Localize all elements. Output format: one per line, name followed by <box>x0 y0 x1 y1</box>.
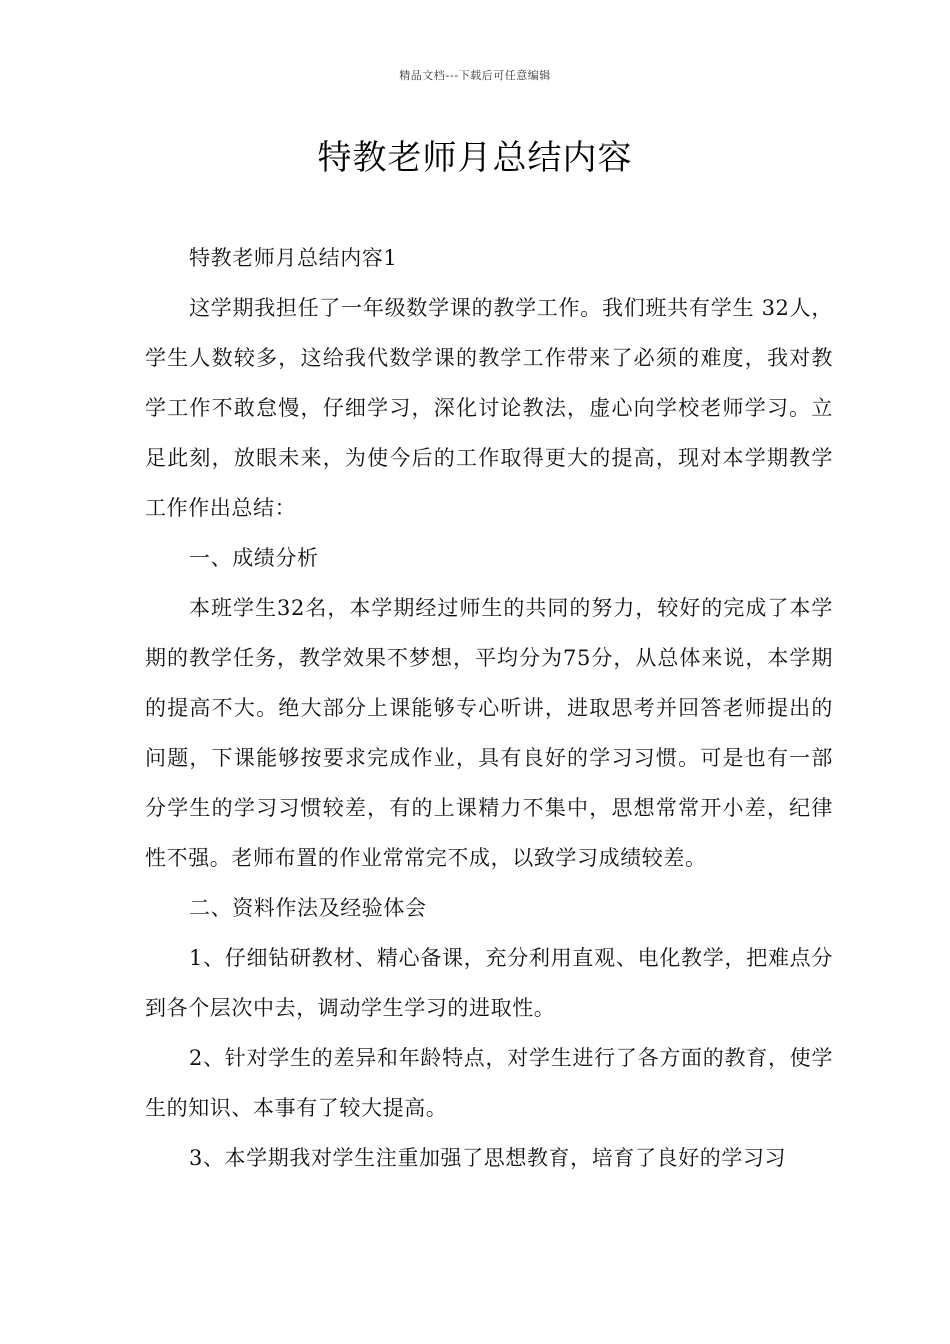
document-body <box>145 233 833 1183</box>
document-title: 特教老师月总结内容 <box>317 138 633 178</box>
heading-methods-experience: 二、资料作法及经验体会 <box>189 896 427 920</box>
grade-analysis-paragraph: 本班学生32名，本学期经过师生的共同的努力，较好的完成了本学期的教学任务，教学效果不梦想，平均分为75分，从总体来说，本学期的提高不大。绝大部分上课能够专心听讲，进取思考并回答老师提出的问题，下课能够按要求完成作业，具有良好的学习习惯。可是也有一部分学生的学习习惯较差，有的上课精力不集中，思想常常开小差，纪律性不强。老师布置的作业常常完不成，以致学习成绩较差。 <box>145 596 833 870</box>
intro-paragraph: 这学期我担任了一年级数学课的教学工作。我们班共有学生 32人，学生人数较多，这给我代数学课的教学工作带来了必须的难度，我对教学工作不敢怠慢，仔细学习，深化讨论教法，虚心向学校老师学习。立足此刻，放眼未来，为使今后的工作取得更大的提高，现对本学期教学工作作出总结： <box>145 296 833 520</box>
heading-grade-analysis: 一、成绩分析 <box>189 546 319 570</box>
section-heading-1: 特教老师月总结内容1 <box>189 246 398 270</box>
list-item-3: 3、本学期我对学生注重加强了思想教育，培育了良好的学习习 <box>189 1146 787 1170</box>
header-note: 精品文档---下载后可任意编辑 <box>399 69 551 82</box>
list-item-2: 2、针对学生的差异和年龄特点，对学生进行了各方面的教育，使学生的知识、本事有了较大提高。 <box>145 1046 833 1120</box>
list-item-1: 1、仔细钻研教材、精心备课，充分利用直观、电化教学，把难点分到各个层次中去，调动学生学习的进取性。 <box>145 946 833 1020</box>
